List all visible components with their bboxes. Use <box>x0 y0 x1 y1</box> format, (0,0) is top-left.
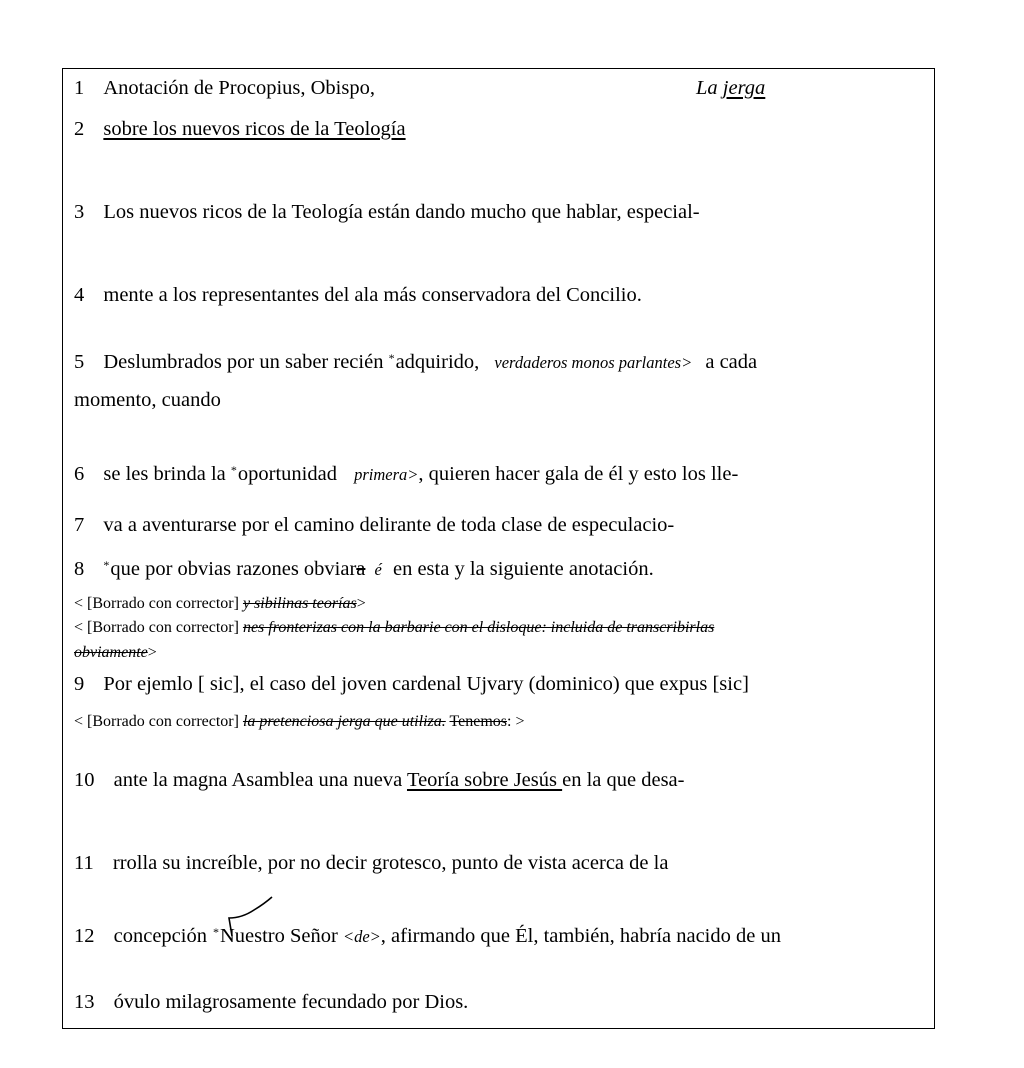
struck-letter: a <box>356 558 366 580</box>
line-12 <box>74 920 781 949</box>
line-number: 10 <box>74 769 95 791</box>
line-9 <box>74 672 749 696</box>
line-text-a: que por obvias razones obviar <box>110 558 357 580</box>
line-text: Por ejemlo [ sic], el caso del joven cardenal Ujvary (dominico) que expus [sic] <box>103 673 749 695</box>
editorial-note-2 <box>74 618 714 637</box>
note-suffix: > <box>356 595 366 612</box>
note-prefix: < [Borrado con corrector] <box>74 713 239 730</box>
editorial-note-3 <box>74 712 524 731</box>
inserted-letter: é <box>374 560 382 579</box>
line-number: 8 <box>74 558 85 580</box>
struck-text: nes fronterizas con la barbarie con el disloque: incluida de transcribirlas <box>242 619 715 636</box>
title-la-jerga <box>696 76 765 100</box>
line-number: 11 <box>74 852 94 874</box>
struck-text: y sibilinas teorías <box>242 595 357 612</box>
line-number: 4 <box>74 284 85 306</box>
line-6 <box>74 458 738 487</box>
line-number: 5 <box>74 351 85 373</box>
line-4 <box>74 283 642 307</box>
line-text-b: adquirido, <box>395 351 480 373</box>
line-1 <box>74 76 375 100</box>
line-number: 2 <box>74 118 85 140</box>
line-text: rrolla su increíble, por no decir grotesco, punto de vista acerca de la <box>112 852 669 874</box>
line-7 <box>74 513 674 537</box>
note-suffix: > <box>147 644 157 661</box>
line-3 <box>74 200 700 224</box>
inserted-text: primera> <box>354 465 419 484</box>
struck-text: la pretenciosa jerga que utiliza. <box>242 713 446 730</box>
line-2 <box>74 117 406 141</box>
asterisk-mark: * <box>230 463 237 477</box>
line-number: 3 <box>74 201 85 223</box>
document-title: Anotación de Procopius, Obispo, <box>103 77 375 99</box>
line-8 <box>74 553 654 582</box>
line-text-a: se les brinda la <box>103 463 231 485</box>
line-13 <box>74 990 468 1014</box>
note-suffix: : > <box>507 713 525 730</box>
title-la: La <box>696 77 723 99</box>
line-number: 13 <box>74 991 95 1013</box>
line-5 <box>74 346 757 375</box>
inserted-text: verdaderos monos parlantes> <box>494 353 693 372</box>
inserted-text: <de> <box>342 927 381 946</box>
insertion-caret-mark <box>222 894 276 940</box>
struck-text: obviamente <box>74 644 148 661</box>
line-11 <box>74 851 668 875</box>
subtitle: sobre los nuevos ricos de la Teología <box>103 118 406 140</box>
note-prefix: < [Borrado con corrector] <box>74 595 239 612</box>
line-text-c: , quieren hacer gala de él y esto los lle- <box>418 463 739 485</box>
line-text-a: Deslumbrados por un saber recién <box>103 351 389 373</box>
line-text: mente a los representantes del ala más conservadora del Concilio. <box>103 284 642 306</box>
line-text: va a aventurarse por el camino delirante de toda clase de especulacio- <box>103 514 675 536</box>
note-prefix: < [Borrado con corrector] <box>74 619 239 636</box>
title-jerga: jerga <box>722 77 766 99</box>
asterisk-mark: * <box>103 558 110 572</box>
underlined-text: Teoría sobre Jesús <box>406 769 563 791</box>
line-text-b: oportunidad <box>237 463 337 485</box>
line-text-a: ante la magna Asamblea una nueva <box>113 769 407 791</box>
editorial-note-2-continuation <box>74 643 157 662</box>
line-number: 9 <box>74 673 85 695</box>
editorial-note-1 <box>74 594 366 613</box>
line-number: 6 <box>74 463 85 485</box>
line-number: 12 <box>74 925 95 947</box>
line-text: Los nuevos ricos de la Teología están dando mucho que hablar, especial- <box>103 201 700 223</box>
line-text-a: concepción <box>113 925 207 947</box>
line-text-c: a cada <box>705 351 758 373</box>
line-text: óvulo milagrosamente fecundado por Dios. <box>113 991 469 1013</box>
line-text-b: en esta y la siguiente anotación. <box>392 558 654 580</box>
line-number: 7 <box>74 514 85 536</box>
line-text: momento, cuando <box>74 389 221 411</box>
struck-word: Tenemos <box>449 713 507 730</box>
asterisk-mark: * <box>212 925 219 939</box>
line-10 <box>74 768 684 792</box>
asterisk-mark: * <box>388 351 395 365</box>
line-number: 1 <box>74 77 85 99</box>
line-text-b: Nuestro Señor <box>219 925 343 947</box>
line-text-b: en la que desa- <box>562 769 685 791</box>
line-text-c: , afirmando que Él, también, habría nacido de un <box>380 925 781 947</box>
line-5-continuation <box>74 388 221 412</box>
